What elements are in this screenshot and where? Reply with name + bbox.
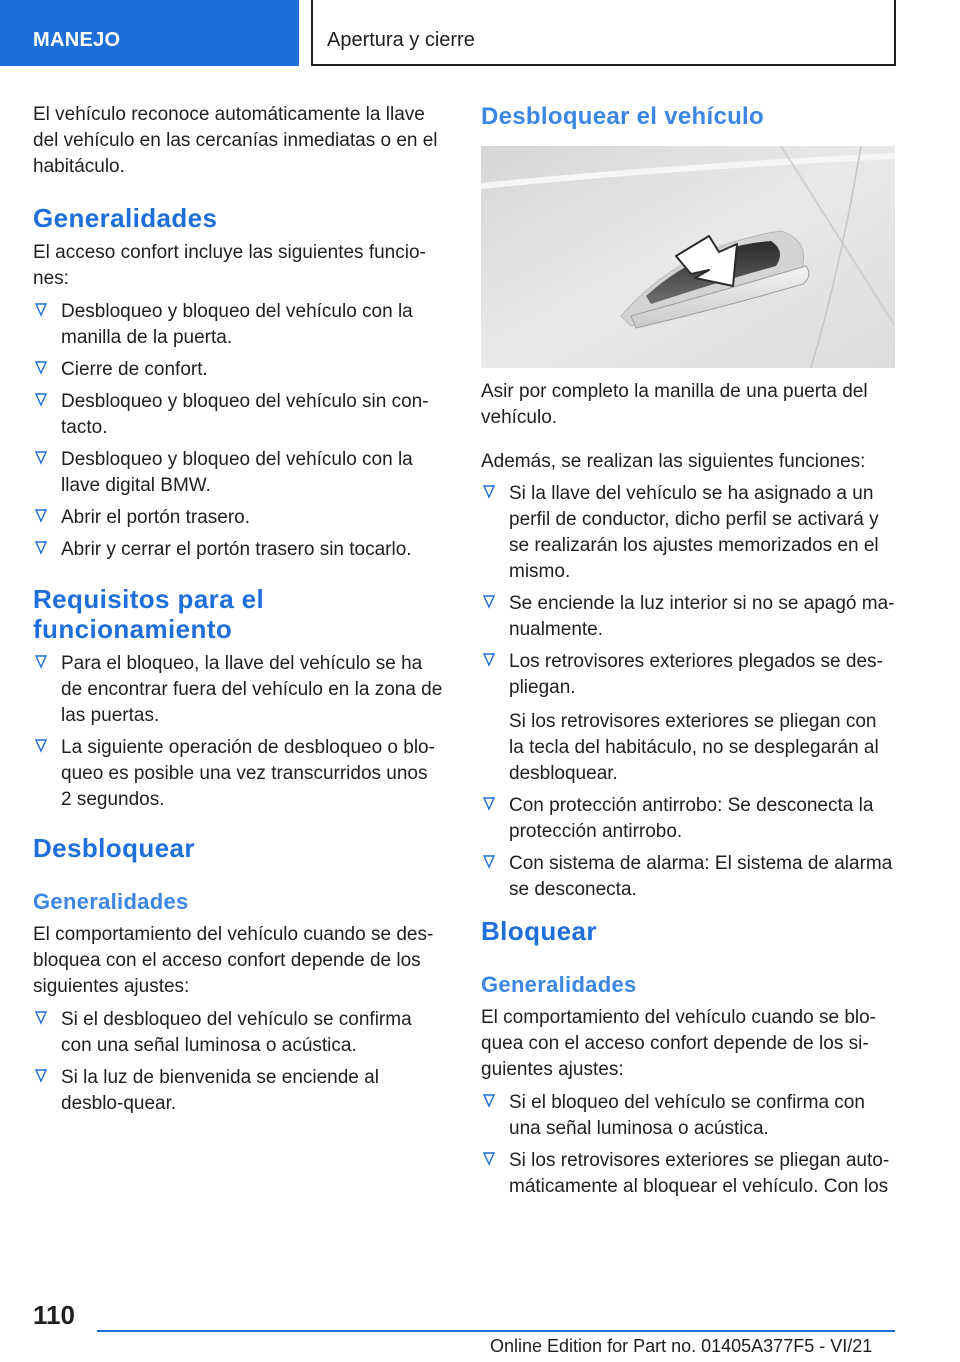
edition-text: Online Edition for Part no. 01405A377F5 - VI/21 [490, 1336, 873, 1356]
triangle-bullet-icon [483, 595, 495, 609]
desbloquear-subheading: Generalidades [33, 889, 189, 914]
triangle-bullet-icon [483, 1094, 495, 1108]
list-item: Desbloqueo y bloqueo del vehículo sin con-tacto. [33, 389, 443, 441]
triangle-bullet-icon [35, 739, 47, 753]
desbloquear-vehiculo-heading: Desbloquear el vehículo [481, 103, 764, 130]
triangle-bullet-icon [35, 1069, 47, 1083]
triangle-bullet-icon [35, 655, 47, 669]
list-item: Para el bloqueo, la llave del vehículo se ha de encontrar fuera del vehículo en la zona de las puertas. [33, 651, 443, 729]
triangle-bullet-icon [35, 541, 47, 555]
intro-paragraph: El vehículo reconoce automáticamente la llave del vehículo en las cercanías inmediatas o en el habitáculo. [33, 104, 438, 177]
triangle-bullet-icon [35, 361, 47, 375]
triangle-bullet-icon [35, 393, 47, 407]
list-item: Si el desbloqueo del vehículo se confirma con una señal luminosa o acústica. [33, 1007, 443, 1059]
bloquear-text: El comportamiento del vehículo cuando se blo-quea con el acceso confort depende de los si-guientes ajustes: [481, 1007, 877, 1080]
desbloquear-heading: Desbloquear [33, 833, 195, 863]
section-label: MANEJO [33, 29, 121, 51]
desbloquear-list [33, 1007, 443, 1117]
footer-divider [97, 1330, 895, 1332]
generalidades-list [33, 299, 443, 563]
list-item: Desbloqueo y bloqueo del vehículo con la manilla de la puerta. [33, 299, 443, 351]
door-handle-illustration [481, 146, 895, 368]
triangle-bullet-icon [483, 653, 495, 667]
triangle-bullet-icon [35, 303, 47, 317]
bloquear-subheading: Generalidades [481, 972, 637, 997]
figure-caption: Asir por completo la manilla de una puerta del vehículo. [481, 381, 868, 428]
requisitos-list [33, 651, 443, 813]
generalidades-text: El acceso confort incluye las siguientes funcio-nes: [33, 242, 426, 289]
bloquear-heading: Bloquear [481, 916, 597, 946]
list-item: Con sistema de alarma: El sistema de alarma se desconecta. [481, 851, 895, 903]
chapter-box [311, 0, 896, 66]
triangle-bullet-icon [483, 797, 495, 811]
list-item: Con protección antirrobo: Se desconecta la protección antirrobo. [481, 793, 895, 845]
chapter-title: Apertura y cierre [327, 29, 475, 51]
list-item: Si los retrovisores exteriores se pliegan auto-máticamente al bloquear el vehículo. Con los [481, 1148, 895, 1200]
page-header [0, 0, 960, 66]
list-item: Abrir y cerrar el portón trasero sin tocarlo. [33, 537, 443, 563]
requisitos-heading: Requisitos para el funcionamiento [33, 584, 265, 644]
triangle-bullet-icon [35, 451, 47, 465]
page-number: 110 [33, 1300, 75, 1330]
triangle-bullet-icon [483, 855, 495, 869]
triangle-bullet-icon [483, 485, 495, 499]
section-tab [0, 0, 299, 66]
list-item-note: Si los retrovisores exteriores se pliegan con la tecla del habitáculo, no se desplegarán al desbloquear. [509, 711, 879, 784]
list-item: Si la luz de bienvenida se enciende al desblo-quear. [33, 1065, 443, 1117]
list-item: La siguiente operación de desbloqueo o blo-queo es posible una vez transcurridos unos 2 segundos. [33, 735, 443, 813]
list-item: Los retrovisores exteriores plegados se des-pliegan. Si los retrovisores exteriores se pliegan con la tecla del habitáculo, no se desplegarán al desbloquear. [481, 649, 895, 787]
list-item: Se enciende la luz interior si no se apagó ma-nualmente. [481, 591, 895, 643]
list-item: Abrir el portón trasero. [33, 505, 443, 531]
triangle-bullet-icon [35, 509, 47, 523]
triangle-bullet-icon [483, 1152, 495, 1166]
list-item: Si la llave del vehículo se ha asignado a un perfil de conductor, dicho perfil se activará y se realizarán los ajustes memorizados en el mismo. [481, 481, 895, 585]
triangle-bullet-icon [35, 1011, 47, 1025]
door-handle-figure [481, 146, 895, 368]
list-item: Si el bloqueo del vehículo se confirma con una señal luminosa o acústica. [481, 1090, 895, 1142]
list-item: Cierre de confort. [33, 357, 443, 383]
list-item: Desbloqueo y bloqueo del vehículo con la llave digital BMW. [33, 447, 443, 499]
bloquear-list [481, 1090, 895, 1200]
generalidades-heading: Generalidades [33, 203, 218, 233]
funciones-list [481, 481, 895, 903]
funciones-text: Además, se realizan las siguientes funciones: [481, 451, 866, 472]
desbloquear-text: El comportamiento del vehículo cuando se des-bloquea con el acceso confort depende de los siguientes ajustes: [33, 924, 434, 997]
